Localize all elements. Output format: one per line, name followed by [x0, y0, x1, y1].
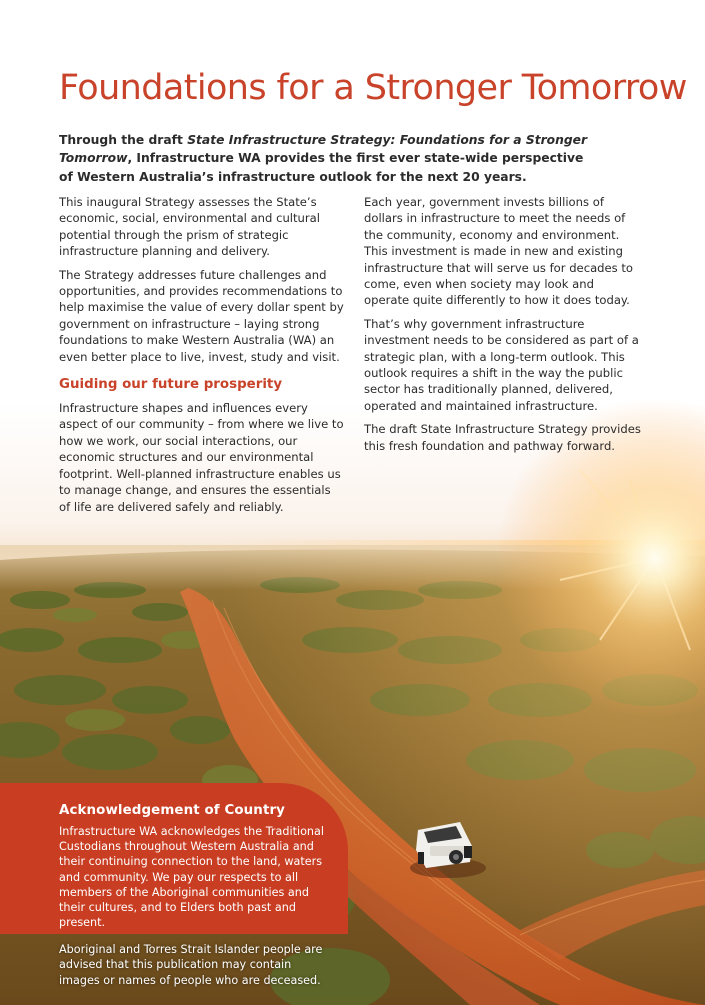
- right-paragraph: The draft State Infrastructure Strategy provides this fresh foundation and pathway forward.: [364, 422, 641, 453]
- left-paragraph: Infrastructure shapes and influences every aspect of our community – from where we live to how we work, our social interactions, our economic structures and our environmental footprint. Well-planned infrastructure enables us to manage change, and ensures the essentials of life are delivered safely and reliably.: [59, 401, 344, 514]
- acknowledgement-box: [0, 783, 348, 934]
- intro-paragraph: [59, 131, 589, 186]
- intro-strategy-title: State Infrastructure Strategy: Foundations for a Stronger Tomorrow: [59, 133, 588, 166]
- acknowledgement-body: Infrastructure WA acknowledges the Traditional Custodians throughout Western Australia and their continuing connection to the land, waters and community. We pay our respects to all members of the Aboriginal communities and their cultures, and to Elders both past and present.: [59, 825, 324, 930]
- acknowledgement-title: Acknowledgement of Country: [59, 803, 285, 818]
- right-paragraph: That’s why government infrastructure investment needs to be considered as part of a strategic plan, with a long-term outlook. This outlook requires a shift in the way the public sector has traditionally planned, delivered, operated and maintained infrastructure.: [364, 316, 639, 413]
- left-paragraph: This inaugural Strategy assesses the State’s economic, social, environmental and cultural potential through the prism of strategic infrastructure planning and delivery.: [59, 195, 321, 259]
- right-column: [364, 194, 642, 461]
- left-paragraph: The Strategy addresses future challenges and opportunities, and provides recommendations to help maximise the value of every dollar spent by government on infrastructure – laying strong foundations to make Western Australia (WA) an even better place to live, invest, study and visit.: [59, 267, 344, 364]
- section-subheading: Guiding our future prosperity: [59, 377, 283, 393]
- intro-text-after: , Infrastructure WA provides the first ever state-wide perspective of Western Australia’s infrastructure outlook for the next 20 years.: [59, 151, 584, 184]
- intro-text-before: Through the draft: [59, 133, 188, 147]
- right-paragraph: Each year, government invests billions of dollars in infrastructure to meet the needs of the community, economy and environment. This investment is made in new and existing infrastructure that will serve us for decades to come, even when society may look and operate quite differently to how it does today.: [364, 195, 634, 308]
- page-title: Foundations for a Stronger Tomorrow: [59, 68, 687, 108]
- left-column: [59, 194, 344, 522]
- cultural-disclaimer: Aboriginal and Torres Strait Islander people are advised that this publication may contain images or names of people who are deceased.: [59, 943, 323, 987]
